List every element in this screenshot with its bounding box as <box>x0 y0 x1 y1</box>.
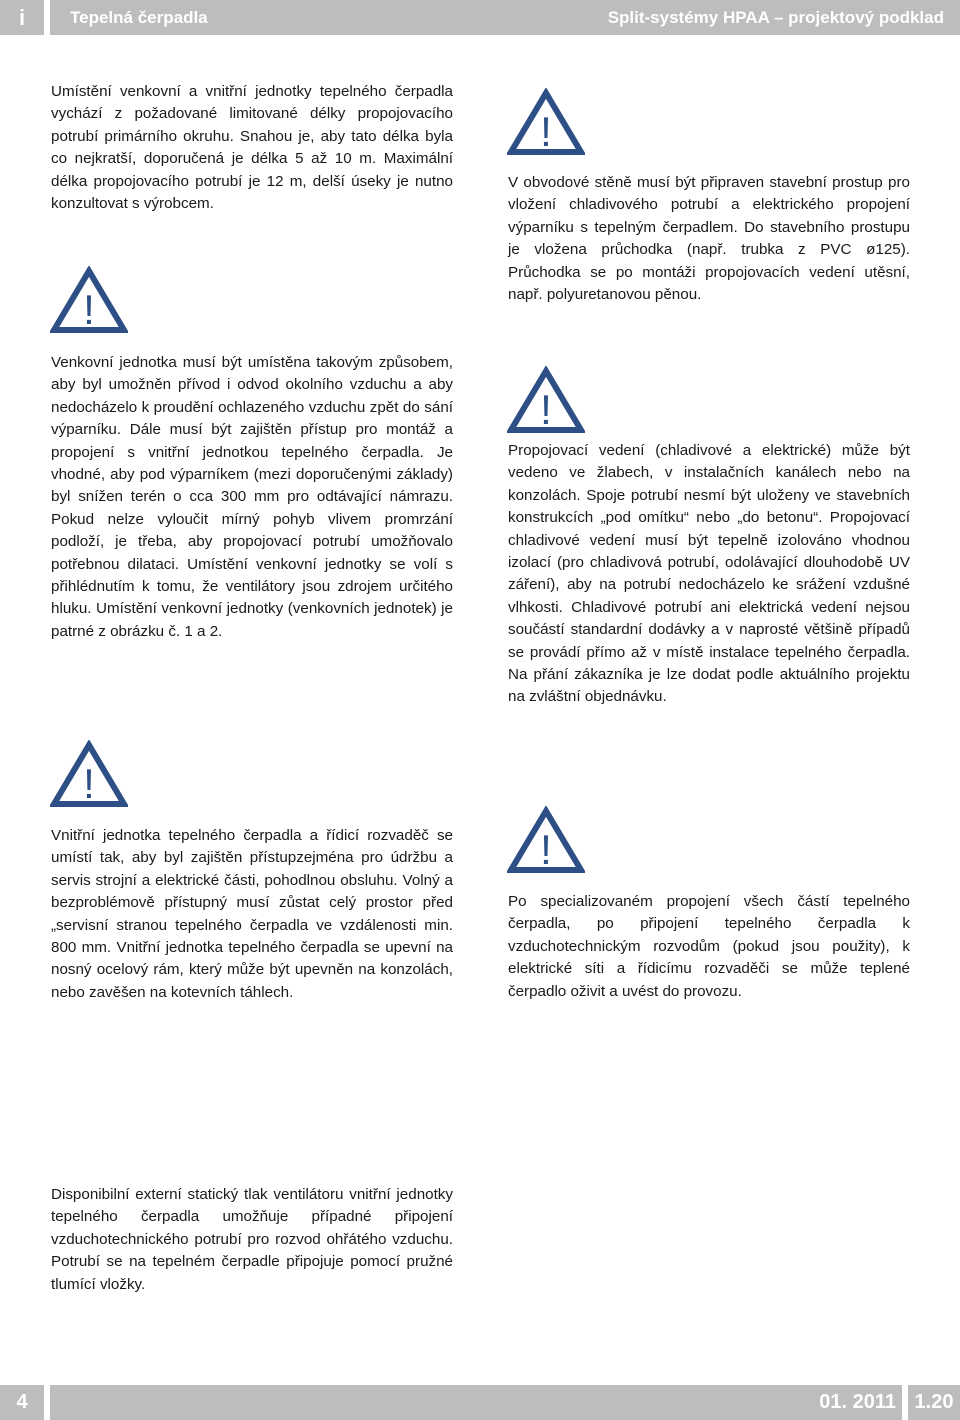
paragraph-indoor-unit: Vnitřní jednotka tepelného čerpadla a řídicí rozvaděč se umístí tak, aby byl zajištěn přístupzejména pro údržbu a servis strojní a elektrické části, pohodlnou obsluhu. Volný a bezproblémově přístupný musí zůstat celý prostor před „servisní stranou tepelného čerpadla ve vzdálenosti min. 800 mm. Vnitřní jednotka tepelného čerpadla se upevní na nosný ocelový rám, který může být upevněn na konzolách, nebo zavěšen na kotevních táhlech. <box>51 827 453 1001</box>
footer-page-number <box>0 1385 44 1420</box>
warning-glyph: ! <box>540 826 552 873</box>
info-mark: i <box>18 4 26 30</box>
warning-glyph: ! <box>83 760 95 807</box>
paragraph-commissioning: Po specializovaném propojení všech částí tepelného čerpadla, po připojení tepelného čerpadla k vzduchotechnickým rozvodům (pokud jsou použity), k elektrické síti a řídicímu rozvaděči se může teplené čerpadlo oživit a uvést do provozu. <box>508 893 910 1000</box>
header-info-badge <box>0 0 44 35</box>
paragraph-outdoor-unit: Venkovní jednotka musí být umístěna takovým způsobem, aby byl umožněn přívod i odvod okolního vzduchu a aby nedocházelo k proudění ochlazeného vzduchu zpět do sání výparníku. Dále musí být zajištěn přístup pro montáž a propojení s vnitřní jednotkou tepelného čerpadla. Je vhodné, aby pod výparníkem (mezi doporučenými základy) byl snížen terén o cca 300 mm pro odtávající námrazu. Pokud nelze vyloučit mírný pohyb vlivem promrzání podloží, je třeba, aby propojovací potrubí umožňovalo potřebnou dilataci. Umístění venkovní jednotky se volí s přihlédnutím k tomu, že ventilátory jsou zdrojem určitého hluku. Umístění venkovní jednotky (venkovních jednotek) je patrné z obrázku č. 1 a 2. <box>51 354 453 640</box>
header-bar <box>50 0 960 35</box>
document-title: Split-systémy HPAA – projektový podklad <box>607 8 944 27</box>
footer-version <box>908 1385 960 1420</box>
warning-triangle-icon <box>50 740 128 808</box>
warning-triangle-icon <box>50 266 128 334</box>
paragraph-connection-lines: Propojovací vedení (chladivové a elektrické) může být vedeno ve žlabech, v instalačních kanálech nebo na konzolách. Spoje potrubí nesmí být uloženy ve stavebních konstrukcích „pod omítku“ nebo „do betonu“. Propojovací chladivové vedení musí být tepelně izolováno vhodnou izolací (pro chladivová potrubí, odolávající dlouhodobě UV záření), aby na potrubí nedocházelo ke srážení vzdušné vlhkosti. Chladivové potrubí ani elektrická vedení nejsou součástí standardní dodávky a v naprosté většině případů se provádí přímo až v místě instalace tepelného čerpadla. Na přání zákazníka je lze dodat podle aktuálního projektu na zvláštní objednávku. <box>508 442 910 706</box>
warning-triangle-icon <box>507 88 585 156</box>
page-number: 4 <box>16 1391 28 1413</box>
warning-triangle-icon <box>507 366 585 434</box>
footer-bar <box>50 1385 902 1420</box>
warning-glyph: ! <box>83 286 95 333</box>
paragraph-wall-passage: V obvodové stěně musí být připraven stavební prostup pro vložení chladivového potrubí a elektrického propojení výparníku s tepelným čerpadlem. Do stavebního prostupu je vložena průchodka (např. trubka z PVC ø125). Průchodka se po montáži propojovacích vedení utěsní, např. polyuretanovou pěnou. <box>508 174 910 304</box>
warning-triangle-icon <box>507 806 585 874</box>
section-title: Tepelná čerpadla <box>70 8 208 27</box>
footer-date: 01. 2011 <box>819 1391 896 1413</box>
paragraph-fan-pressure: Disponibilní externí statický tlak ventilátoru vnitřní jednotky tepelného čerpadla umožňuje případné připojení vzduchotechnického potrubí pro rozvod ohřátého vzduchu. Potrubí se na tepelném čerpadle připojuje pomocí pružné tlumící vložky. <box>51 1186 453 1293</box>
warning-glyph: ! <box>540 386 552 433</box>
version-number: 1.20 <box>914 1391 954 1413</box>
paragraph-pipe-length: Umístění venkovní a vnitřní jednotky tepelného čerpadla vychází z požadované limitované délky propojovacího potrubí primárního okruhu. Snahou je, aby tato délka byla co nejkratší, doporučená je délka 5 až 10 m. Maximální délka propojovacího potrubí je 12 m, delší úseky je nutno konzultovat s výrobcem. <box>51 83 453 213</box>
warning-glyph: ! <box>540 108 552 155</box>
